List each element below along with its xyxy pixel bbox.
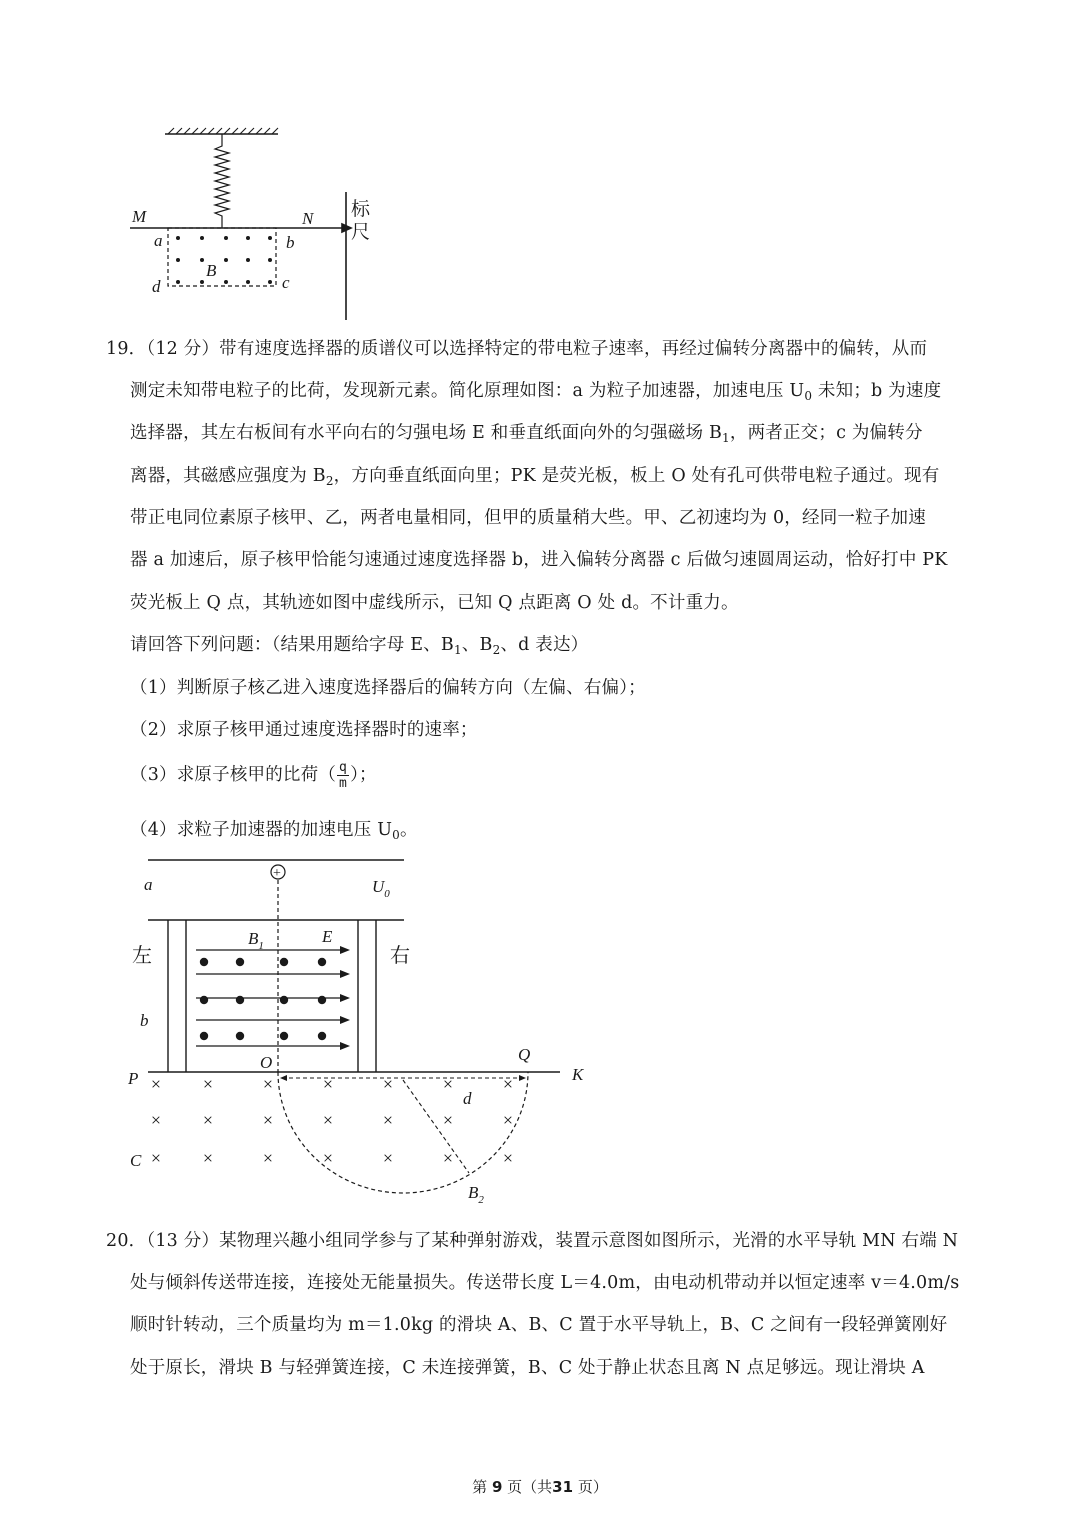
q19-text-1: 带有速度选择器的质谱仪可以选择特定的带电粒子速率，再经过偏转分离器中的偏转，从而 bbox=[219, 339, 928, 359]
q20-number: 20． bbox=[106, 1231, 147, 1251]
charge-mass-fraction bbox=[337, 760, 349, 791]
q19-sub-u0: 0 bbox=[804, 389, 813, 403]
svg-text:×: × bbox=[502, 1074, 514, 1094]
fraction-numerator: q bbox=[339, 760, 348, 775]
label-m: M bbox=[132, 207, 147, 226]
svg-text:×: × bbox=[322, 1148, 334, 1168]
ceiling-hatch bbox=[168, 128, 278, 134]
b1-field-dots bbox=[200, 958, 326, 1040]
field-dots bbox=[176, 236, 272, 284]
q20-text-1: 某物理兴趣小组同学参与了某种弹射游戏，装置示意图如图所示，光滑的水平导轨 MN 右端 N bbox=[219, 1231, 959, 1251]
trajectory-semicircle bbox=[278, 1072, 528, 1193]
q19-line-1 bbox=[106, 334, 927, 364]
label-e: E bbox=[322, 927, 333, 946]
b2-field-crosses bbox=[151, 1074, 513, 1168]
plus-sign: + bbox=[273, 866, 281, 881]
q19-text-2a: 测定未知带电粒子的比荷，发现新元素。简化原理如图：a 为粒子加速器，加速电压 U bbox=[130, 381, 805, 401]
q19-part-3b: ）； bbox=[350, 765, 377, 785]
svg-text:×: × bbox=[382, 1148, 394, 1168]
q19-prompt bbox=[130, 630, 588, 665]
label-right: 右 bbox=[390, 945, 410, 967]
q19-prompt-sub1: 1 bbox=[453, 643, 462, 657]
q19-part-4-sub: 0 bbox=[392, 828, 400, 842]
q19-part-1: （1）判断原子核乙进入速度选择器后的偏转方向（左偏、右偏）； bbox=[130, 678, 646, 698]
scale-label-2: 尺 bbox=[351, 222, 371, 243]
label-accelerator-a: a bbox=[144, 875, 153, 894]
magnetic-region bbox=[168, 228, 276, 286]
svg-text:×: × bbox=[262, 1074, 274, 1094]
svg-text:×: × bbox=[442, 1110, 454, 1130]
q19-part-4 bbox=[130, 815, 418, 850]
label-left: 左 bbox=[132, 945, 152, 967]
svg-text:×: × bbox=[262, 1110, 274, 1130]
q19-sub-b2: 2 bbox=[325, 474, 334, 488]
q19-prompt-c: 、d 表达） bbox=[500, 635, 589, 655]
svg-text:×: × bbox=[502, 1110, 514, 1130]
q19-line-7: 荧光板上 Q 点，其轨迹如图中虚线所示，已知 Q 点距离 O 处 d。不计重力。 bbox=[130, 593, 739, 613]
label-voltage-u: $U_0$ bbox=[372, 877, 390, 900]
label-n: N bbox=[302, 209, 314, 228]
svg-text:×: × bbox=[322, 1074, 334, 1094]
svg-text:×: × bbox=[202, 1148, 214, 1168]
q19-line-6: 器 a 加速后，原子核甲恰能匀速通过速度选择器 b，进入偏转分离器 c 后做匀速圆周运动，恰好打中 PK bbox=[130, 550, 948, 570]
q20-line-1 bbox=[106, 1226, 958, 1256]
label-b: b bbox=[286, 233, 295, 252]
q19-sub-b1: 1 bbox=[722, 431, 730, 445]
label-d: d bbox=[152, 277, 161, 296]
label-d: d bbox=[463, 1089, 472, 1108]
q19-prompt-b: 、B bbox=[461, 635, 493, 655]
q19-text-2b: 未知；b 为速度 bbox=[812, 381, 942, 401]
svg-text:×: × bbox=[502, 1148, 514, 1168]
footer-prefix: 第 bbox=[472, 1478, 488, 1496]
label-q: Q bbox=[518, 1045, 531, 1064]
figure-spring-magnet bbox=[120, 120, 400, 330]
svg-text:×: × bbox=[442, 1074, 454, 1094]
q20-line-3: 顺时针转动，三个质量均为 m＝1.0kg 的滑块 A、B、C 置于水平导轨上，B、C 之间有一段轻弹簧刚好 bbox=[130, 1315, 948, 1335]
q19-part-3 bbox=[130, 760, 377, 791]
q19-prompt-sub2: 2 bbox=[492, 643, 501, 657]
q19-number: 19． bbox=[106, 339, 147, 359]
label-o: O bbox=[260, 1053, 273, 1072]
label-b2: $B_2$ bbox=[468, 1183, 484, 1206]
total-pages: 31 bbox=[552, 1478, 574, 1496]
q19-text-3a: 选择器，其左右板间有水平向右的匀强电场 E 和垂直纸面向外的匀强磁场 B bbox=[130, 423, 723, 443]
label-b1: $B_1$ bbox=[248, 929, 264, 952]
fraction-denominator: m bbox=[339, 776, 348, 791]
q19-line-2 bbox=[130, 376, 941, 411]
q19-line-3 bbox=[130, 418, 923, 453]
page-footer bbox=[0, 1476, 1080, 1497]
q19-text-4b: ，方向垂直纸面向里；PK 是荧光板，板上 O 处有孔可供带电粒子通过。现有 bbox=[333, 466, 940, 486]
label-c: C bbox=[130, 1151, 142, 1170]
q19-text-4a: 离器，其磁感应强度为 B bbox=[130, 466, 326, 486]
q19-score: （12 分） bbox=[146, 339, 220, 359]
figure-mass-spectrometer bbox=[120, 850, 600, 1210]
q19-part-4a: （4）求粒子加速器的加速电压 U bbox=[130, 820, 393, 840]
q19-part-2: （2）求原子核甲通过速度选择器时的速率； bbox=[130, 720, 478, 740]
q20-score: （13 分） bbox=[146, 1231, 220, 1251]
svg-text:×: × bbox=[150, 1074, 162, 1094]
page-number: 9 bbox=[491, 1478, 503, 1496]
footer-suffix: 页） bbox=[577, 1478, 608, 1496]
label-selector-b: b bbox=[140, 1011, 149, 1030]
svg-text:×: × bbox=[382, 1074, 394, 1094]
q19-line-5: 带正电同位素原子核甲、乙，两者电量相同，但甲的质量稍大些。甲、乙初速均为 0，经同一粒子加速 bbox=[130, 508, 926, 528]
spring bbox=[215, 134, 229, 228]
svg-text:×: × bbox=[150, 1110, 162, 1130]
q19-text-3b: ，两者正交；c 为偏转分 bbox=[729, 423, 923, 443]
q19-prompt-a: 请回答下列问题：（结果用题给字母 E、B bbox=[130, 635, 454, 655]
svg-text:×: × bbox=[150, 1148, 162, 1168]
svg-text:×: × bbox=[202, 1074, 214, 1094]
footer-middle: 页（共 bbox=[507, 1478, 553, 1496]
label-c: c bbox=[282, 273, 290, 292]
svg-text:×: × bbox=[322, 1110, 334, 1130]
svg-text:×: × bbox=[262, 1148, 274, 1168]
label-field-b: B bbox=[206, 261, 217, 280]
q20-line-4: 处于原长，滑块 B 与轻弹簧连接，C 未连接弹簧，B、C 处于静止状态且离 N 点足够远。现让滑块 A bbox=[130, 1358, 925, 1378]
q20-line-2: 处与倾斜传送带连接，连接处无能量损失。传送带长度 L＝4.0m，由电动机带动并以恒定速率 v＝4.0m/s bbox=[130, 1273, 960, 1293]
radius-line bbox=[403, 1080, 469, 1173]
svg-text:×: × bbox=[202, 1110, 214, 1130]
svg-text:×: × bbox=[382, 1110, 394, 1130]
label-p: P bbox=[128, 1069, 139, 1088]
q19-part-3a: （3）求原子核甲的比荷（ bbox=[130, 765, 337, 785]
q19-line-4 bbox=[130, 461, 939, 496]
scale-label-1: 标 bbox=[351, 199, 371, 220]
label-a: a bbox=[154, 231, 163, 250]
q19-part-4b: 。 bbox=[400, 820, 418, 840]
svg-text:×: × bbox=[442, 1148, 454, 1168]
label-k: K bbox=[572, 1065, 584, 1084]
